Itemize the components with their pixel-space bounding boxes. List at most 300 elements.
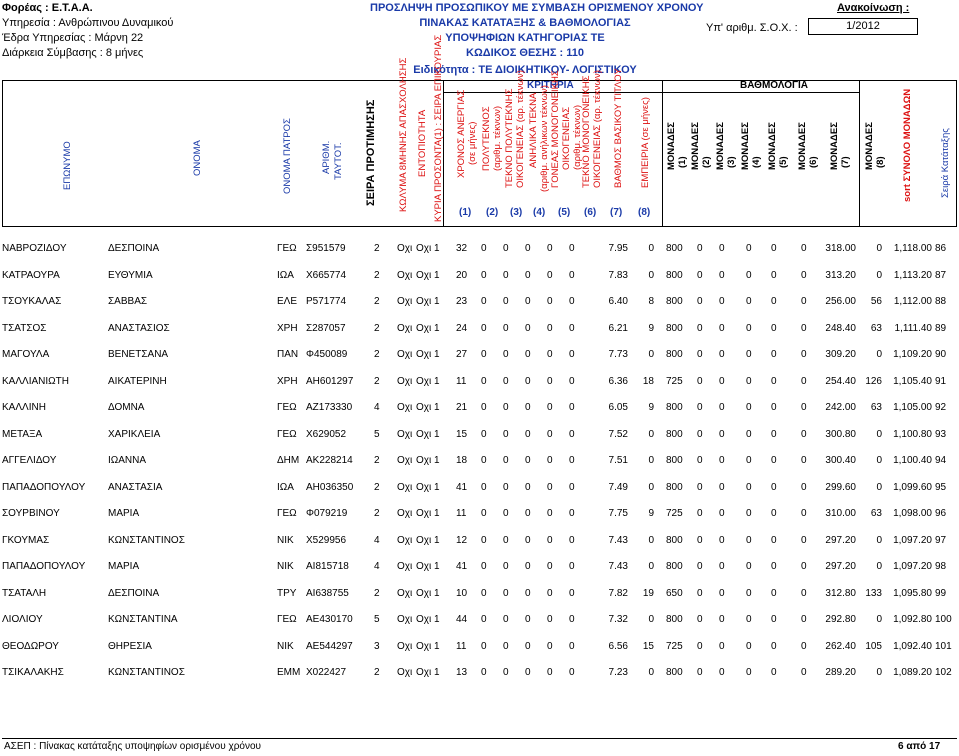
table-cell: 313.20: [825, 269, 856, 281]
table-cell: 0: [801, 534, 807, 546]
table-cell: 0: [719, 667, 725, 678]
table-cell: 800: [666, 534, 683, 546]
table-cell: ΜΑΓΟΥΛΑ: [2, 349, 50, 360]
table-cell: 0: [746, 481, 752, 493]
table-cell: ΑΙ815718: [306, 561, 349, 572]
table-cell: ΛΙΟΛΙΟΥ: [2, 614, 43, 625]
table-cell: 0: [719, 349, 725, 360]
table-cell: Οχι: [416, 481, 432, 493]
table-cell: 2: [374, 349, 380, 360]
table-cell: 7.51: [608, 455, 628, 466]
table-cell: 6.56: [608, 640, 628, 652]
table-cell: 0: [697, 667, 703, 678]
table-cell: ΔΟΜΝΑ: [108, 402, 145, 413]
table-cell: 0: [697, 375, 703, 387]
table-cell: 0: [525, 349, 531, 360]
table-cell: 3: [374, 640, 380, 652]
table-cell: 0: [746, 322, 752, 334]
table-cell: 0: [697, 587, 703, 599]
table-cell: 0: [569, 349, 575, 360]
table-cell: 0: [801, 640, 807, 652]
table-row: [0, 455, 959, 469]
table-cell: 0: [719, 614, 725, 625]
table-cell: ΤΣΑΤΣΟΣ: [2, 322, 47, 334]
table-cell: 0: [525, 614, 531, 625]
table-cell: 289.20: [825, 667, 856, 678]
table-cell: ΚΑΛΛΙΝΗ: [2, 402, 46, 413]
table-cell: 0: [746, 561, 752, 572]
table-cell: 0: [746, 296, 752, 307]
table-cell: 0: [746, 667, 752, 678]
table-cell: 1,100.80: [893, 428, 932, 440]
table-cell: 0: [746, 428, 752, 440]
table-cell: 0: [481, 614, 487, 625]
table-cell: 1: [434, 481, 440, 493]
table-cell: Οχι: [397, 375, 413, 387]
col-c3a: ΤΕΚΝΟ ΠΟΛΥΤΕΚΝΗΣ: [504, 88, 515, 188]
table-cell: 0: [719, 561, 725, 572]
table-cell: 2: [374, 481, 380, 493]
col-seira: ΣΕΙΡΑ ΠΡΟΤΙΜΗΣΗΣ: [365, 99, 377, 206]
table-cell: 93: [935, 428, 947, 440]
table-cell: 0: [648, 349, 654, 360]
table-cell: 0: [719, 322, 725, 334]
crit-num-8: (8): [638, 207, 651, 218]
diarkeia-label: Διάρκεια Σύμβασης : 8 μήνες: [2, 47, 144, 59]
table-cell: 0: [771, 269, 777, 281]
table-cell: 0: [525, 534, 531, 546]
table-cell: 0: [746, 402, 752, 413]
table-cell: ΘΕΟΔΩΡΟΥ: [2, 640, 59, 652]
table-cell: 0: [481, 667, 487, 678]
col-monades-4-num: (4): [751, 156, 762, 168]
table-cell: ΝΙΚ: [277, 534, 294, 546]
table-cell: 0: [503, 508, 509, 519]
table-cell: 5: [374, 428, 380, 440]
table-cell: ΓΕΩ: [277, 508, 297, 519]
table-cell: 0: [648, 243, 654, 254]
table-cell: 0: [481, 481, 487, 493]
table-cell: Οχι: [397, 481, 413, 493]
table-cell: 0: [697, 428, 703, 440]
table-cell: 0: [876, 534, 882, 546]
table-cell: 297.20: [825, 561, 856, 572]
table-cell: 0: [547, 640, 553, 652]
footer-page: 6 από 17: [898, 741, 941, 752]
table-cell: 0: [771, 614, 777, 625]
col-kyria: ΚΥΡΙΑ ΠΡΟΣΟΝΤΑ(1) : ΣΕΙΡΑ ΕΠΙΚΟΥΡΙΑΣ: [433, 34, 444, 222]
footer-left: ΑΣΕΠ : Πίνακας κατάταξης υποψηφίων ορισμένου χρόνου: [4, 741, 262, 752]
title-1: ΠΡΟΣΛΗΨΗ ΠΡΟΣΩΠΙΚΟΥ ΜΕ ΣΥΜΒΑΣΗ ΟΡΙΣΜΕΝΟΥ ΧΡΟΝΟΥ: [370, 2, 704, 14]
col-onoma: ΟΝΟΜΑ: [192, 140, 203, 176]
table-cell: 0: [503, 296, 509, 307]
table-cell: 0: [569, 243, 575, 254]
table-cell: 0: [746, 349, 752, 360]
table-cell: 300.40: [825, 455, 856, 466]
title-4: ΚΩΔΙΚΟΣ ΘΕΣΗΣ : 110: [466, 47, 584, 59]
table-cell: 98: [935, 561, 947, 572]
table-cell: ΕΥΘΥΜΙΑ: [108, 269, 153, 281]
table-cell: 0: [547, 349, 553, 360]
table-cell: 0: [801, 269, 807, 281]
table-cell: 0: [481, 375, 487, 387]
crit-num-2: (2): [486, 207, 499, 218]
table-cell: Οχι: [397, 269, 413, 281]
anakoinosi-label: Ανακοίνωση :: [837, 2, 910, 14]
table-cell: 262.40: [825, 640, 856, 652]
table-cell: 9: [648, 508, 654, 519]
table-cell: 2: [374, 375, 380, 387]
table-row: [0, 270, 959, 284]
table-cell: 0: [481, 508, 487, 519]
table-cell: ΓΚΟΥΜΑΣ: [2, 534, 50, 546]
table-cell: Οχι: [416, 534, 432, 546]
table-cell: 0: [876, 243, 882, 254]
table-row: [0, 535, 959, 549]
table-cell: 1: [434, 640, 440, 652]
table-cell: ΜΑΡΙΑ: [108, 561, 140, 572]
table-cell: 0: [503, 375, 509, 387]
table-cell: 2: [374, 296, 380, 307]
crit-num-4: (4): [533, 207, 546, 218]
col-monades-5: ΜΟΝΑΔΕΣ: [767, 122, 778, 170]
table-cell: Σ287057: [306, 322, 346, 334]
crit-num-5: (5): [558, 207, 571, 218]
table-cell: Οχι: [416, 508, 432, 519]
table-cell: 99: [935, 587, 947, 599]
table-cell: 7.43: [608, 534, 628, 546]
table-row: [0, 323, 959, 337]
table-cell: Οχι: [416, 587, 432, 599]
col-monades-6-num: (6): [808, 156, 819, 168]
table-row: [0, 429, 959, 443]
table-cell: ΠΑΠΑΔΟΠΟΥΛΟΥ: [2, 481, 86, 493]
table-row: [0, 349, 959, 363]
table-cell: 0: [569, 402, 575, 413]
column-header-frame: [2, 80, 957, 227]
table-cell: 725: [666, 375, 683, 387]
table-cell: 0: [746, 534, 752, 546]
table-cell: 312.80: [825, 587, 856, 599]
col-kolyma: ΚΩΛΥΜΑ 8ΜΗΝΗΣ ΑΠΑΣΧΟΛΗΣΗΣ: [398, 57, 409, 212]
table-cell: 0: [525, 667, 531, 678]
col-arithm-2: ΤΑΥΤΟΤ.: [333, 142, 344, 180]
table-cell: ΤΡΥ: [277, 587, 297, 599]
table-cell: 0: [719, 375, 725, 387]
table-cell: 0: [547, 614, 553, 625]
table-cell: 41: [456, 481, 468, 493]
table-cell: Οχι: [416, 640, 432, 652]
table-cell: Οχι: [416, 428, 432, 440]
col-monades-2-num: (2): [701, 156, 712, 168]
table-cell: Οχι: [397, 640, 413, 652]
col-c2b: (αριθμ. τέκνων): [492, 105, 503, 171]
table-cell: 0: [503, 428, 509, 440]
table-cell: 7.82: [608, 587, 628, 599]
table-cell: 1,100.40: [893, 455, 932, 466]
table-cell: 0: [648, 667, 654, 678]
table-cell: 0: [719, 269, 725, 281]
table-cell: 15: [456, 428, 468, 440]
table-cell: 0: [801, 481, 807, 493]
table-cell: 0: [525, 269, 531, 281]
table-cell: 1: [434, 296, 440, 307]
table-cell: 0: [648, 428, 654, 440]
table-cell: 725: [666, 640, 683, 652]
table-cell: ΚΑΤΡΑΟΥΡΑ: [2, 269, 60, 281]
table-cell: Οχι: [397, 667, 413, 678]
table-cell: ΜΕΤΑΞΑ: [2, 428, 43, 440]
table-cell: 0: [697, 508, 703, 519]
table-cell: 0: [525, 508, 531, 519]
table-cell: 97: [935, 534, 947, 546]
table-cell: 0: [719, 534, 725, 546]
table-cell: 0: [525, 243, 531, 254]
table-cell: ΑΗ036350: [306, 481, 354, 493]
table-cell: ΝΙΚ: [277, 640, 294, 652]
table-cell: 88: [935, 296, 947, 307]
table-cell: 8: [648, 296, 654, 307]
title-5: Ειδικότητα : ΤΕ ΔΙΟΙΚΗΤΙΚΟΥ- ΛΟΓΙΣΤΙΚΟΥ: [413, 64, 637, 76]
table-cell: 7.73: [608, 349, 628, 360]
table-cell: 0: [569, 428, 575, 440]
table-cell: 6.21: [608, 322, 628, 334]
table-cell: 0: [525, 640, 531, 652]
col-c1a: ΧΡΟΝΟΣ ΑΝΕΡΓΙΑΣ: [456, 89, 467, 178]
table-cell: 19: [642, 587, 654, 599]
table-cell: 0: [648, 614, 654, 625]
table-cell: Σ951579: [306, 243, 346, 254]
table-cell: Οχι: [397, 614, 413, 625]
table-cell: 0: [801, 587, 807, 599]
table-cell: 102: [935, 667, 952, 678]
col-monades-7-num: (7): [840, 156, 851, 168]
table-cell: 0: [481, 322, 487, 334]
table-cell: 0: [503, 243, 509, 254]
table-cell: 0: [481, 587, 487, 599]
table-cell: 0: [771, 428, 777, 440]
table-cell: Ρ571774: [306, 296, 347, 307]
table-cell: 1: [434, 428, 440, 440]
table-cell: 0: [801, 243, 807, 254]
table-cell: 650: [666, 587, 683, 599]
table-cell: 800: [666, 243, 683, 254]
table-cell: 0: [801, 455, 807, 466]
table-cell: 800: [666, 428, 683, 440]
foreas-label: Φορέας : Ε.Τ.Α.Α.: [2, 2, 93, 14]
col-c4b: (αριθμ. ανήλικων τέκνων): [539, 85, 550, 192]
col-c4a: ΑΝΗΛΙΚΑ ΤΕΚΝΑ: [528, 92, 539, 168]
vathmologia-header: ΒΑΘΜΟΛΟΓΙΑ: [740, 80, 808, 91]
table-cell: ΓΕΩ: [277, 243, 297, 254]
table-cell: 0: [876, 561, 882, 572]
table-cell: 0: [697, 349, 703, 360]
table-cell: ΠΑΠΑΔΟΠΟΥΛΟΥ: [2, 561, 86, 572]
table-cell: Οχι: [397, 402, 413, 413]
table-cell: 0: [876, 667, 882, 678]
col-monades-1-num: (1): [677, 156, 688, 168]
table-cell: 0: [771, 402, 777, 413]
table-cell: 1: [434, 349, 440, 360]
table-cell: 1,113.20: [893, 269, 932, 281]
col-seira-katataxis: Σειρά Κατάταξης: [940, 128, 951, 198]
table-cell: ΑΕ544297: [306, 640, 353, 652]
table-cell: 0: [697, 561, 703, 572]
table-cell: 0: [697, 296, 703, 307]
table-cell: Οχι: [416, 349, 432, 360]
table-cell: 7.75: [608, 508, 628, 519]
table-cell: 2: [374, 508, 380, 519]
table-cell: 297.20: [825, 534, 856, 546]
table-cell: 0: [481, 402, 487, 413]
table-cell: 0: [547, 455, 553, 466]
table-cell: ΑΝΑΣΤΑΣΙΟΣ: [108, 322, 170, 334]
table-cell: 292.80: [825, 614, 856, 625]
table-cell: 0: [503, 534, 509, 546]
table-cell: 0: [771, 561, 777, 572]
table-cell: 1: [434, 269, 440, 281]
table-cell: 63: [870, 402, 882, 413]
table-cell: 0: [547, 296, 553, 307]
table-cell: ΔΕΣΠΟΙΝΑ: [108, 587, 160, 599]
table-cell: Οχι: [416, 322, 432, 334]
table-cell: 20: [456, 269, 468, 281]
table-cell: 2: [374, 587, 380, 599]
table-cell: 6.40: [608, 296, 628, 307]
table-cell: 0: [771, 296, 777, 307]
table-cell: 0: [503, 614, 509, 625]
table-row: [0, 641, 959, 655]
table-cell: 248.40: [825, 322, 856, 334]
table-cell: ΙΩΑ: [277, 481, 294, 493]
table-cell: 310.00: [825, 508, 856, 519]
table-cell: ΤΣΙΚΑΛΑΚΗΣ: [2, 667, 64, 678]
table-cell: 0: [569, 375, 575, 387]
table-cell: 242.00: [825, 402, 856, 413]
table-row: [0, 561, 959, 575]
table-cell: 0: [569, 534, 575, 546]
table-cell: 0: [771, 587, 777, 599]
table-cell: 254.40: [825, 375, 856, 387]
table-cell: 0: [525, 455, 531, 466]
table-cell: ΑΙΚΑΤΕΡΙΝΗ: [108, 375, 167, 387]
table-cell: ΑΚ228214: [306, 455, 353, 466]
table-row: [0, 614, 959, 628]
table-cell: 2: [374, 455, 380, 466]
table-cell: 0: [719, 455, 725, 466]
table-cell: 0: [547, 375, 553, 387]
table-cell: 0: [525, 428, 531, 440]
table-cell: 0: [771, 640, 777, 652]
table-cell: 0: [697, 322, 703, 334]
table-cell: Χ665774: [306, 269, 347, 281]
table-cell: ΕΛΕ: [277, 296, 298, 307]
table-cell: 7.49: [608, 481, 628, 493]
table-cell: Οχι: [397, 322, 413, 334]
table-cell: 0: [547, 481, 553, 493]
table-cell: Οχι: [397, 296, 413, 307]
table-cell: 0: [771, 243, 777, 254]
table-cell: 0: [801, 614, 807, 625]
table-cell: ΑΕ430170: [306, 614, 353, 625]
table-cell: 1: [434, 322, 440, 334]
col-monades-7: ΜΟΝΑΔΕΣ: [829, 122, 840, 170]
table-cell: 0: [569, 481, 575, 493]
table-cell: Φ450089: [306, 349, 348, 360]
table-cell: 7.83: [608, 269, 628, 281]
table-cell: 86: [935, 243, 947, 254]
col-monades-6: ΜΟΝΑΔΕΣ: [797, 122, 808, 170]
table-cell: 0: [771, 322, 777, 334]
table-cell: 0: [503, 269, 509, 281]
table-cell: 0: [547, 534, 553, 546]
crit-num-1: (1): [459, 207, 472, 218]
table-cell: 0: [876, 428, 882, 440]
table-cell: 0: [697, 481, 703, 493]
table-cell: 0: [525, 375, 531, 387]
table-cell: 0: [876, 481, 882, 493]
table-cell: 0: [503, 455, 509, 466]
table-cell: 725: [666, 508, 683, 519]
col-monades-1: ΜΟΝΑΔΕΣ: [666, 122, 677, 170]
col-monades-3: ΜΟΝΑΔΕΣ: [715, 122, 726, 170]
table-row: [0, 243, 959, 257]
table-cell: 0: [547, 561, 553, 572]
table-cell: ΒΕΝΕΤΣΑΝΑ: [108, 349, 169, 360]
col-entopiotita: ΕΝΤΟΠΙΟΤΗΤΑ: [417, 109, 428, 177]
table-cell: 0: [481, 269, 487, 281]
table-cell: 0: [801, 375, 807, 387]
table-cell: 0: [876, 269, 882, 281]
col-c2a: ΠΟΛΥΤΕΚΝΟΣ: [481, 106, 492, 171]
table-cell: Οχι: [397, 455, 413, 466]
table-cell: 1,105.00: [893, 402, 932, 413]
title-2: ΠΙΝΑΚΑΣ ΚΑΤΑΤΑΞΗΣ & ΒΑΘΜΟΛΟΓΙΑΣ: [419, 17, 631, 29]
table-cell: ΝΑΒΡΟΖΙΔΟΥ: [2, 243, 67, 254]
table-cell: 0: [481, 243, 487, 254]
table-cell: 0: [547, 322, 553, 334]
table-cell: 0: [746, 587, 752, 599]
table-cell: 44: [456, 614, 468, 625]
table-cell: 24: [456, 322, 468, 334]
table-cell: ΑΓΓΕΛΙΔΟΥ: [2, 455, 57, 466]
table-cell: 0: [719, 296, 725, 307]
table-cell: 87: [935, 269, 947, 281]
table-cell: 0: [481, 455, 487, 466]
table-cell: 1,097.20: [893, 561, 932, 572]
table-cell: 91: [935, 375, 947, 387]
table-cell: Οχι: [416, 243, 432, 254]
table-cell: ΓΕΩ: [277, 614, 297, 625]
table-cell: 92: [935, 402, 947, 413]
table-cell: ΙΩΑΝΝΑ: [108, 455, 147, 466]
table-cell: 0: [771, 349, 777, 360]
table-cell: 0: [746, 455, 752, 466]
table-cell: 0: [719, 428, 725, 440]
ypar-label: Υπ' αριθμ. Σ.Ο.Χ. :: [706, 22, 798, 34]
table-cell: 0: [547, 428, 553, 440]
table-cell: ΙΩΑ: [277, 269, 294, 281]
table-cell: 0: [569, 587, 575, 599]
table-cell: 0: [481, 296, 487, 307]
table-cell: 0: [697, 269, 703, 281]
table-cell: 11: [456, 375, 467, 387]
table-cell: 800: [666, 322, 683, 334]
table-cell: 800: [666, 296, 683, 307]
table-cell: 0: [525, 561, 531, 572]
table-cell: Φ079219: [306, 508, 348, 519]
table-cell: 0: [876, 614, 882, 625]
